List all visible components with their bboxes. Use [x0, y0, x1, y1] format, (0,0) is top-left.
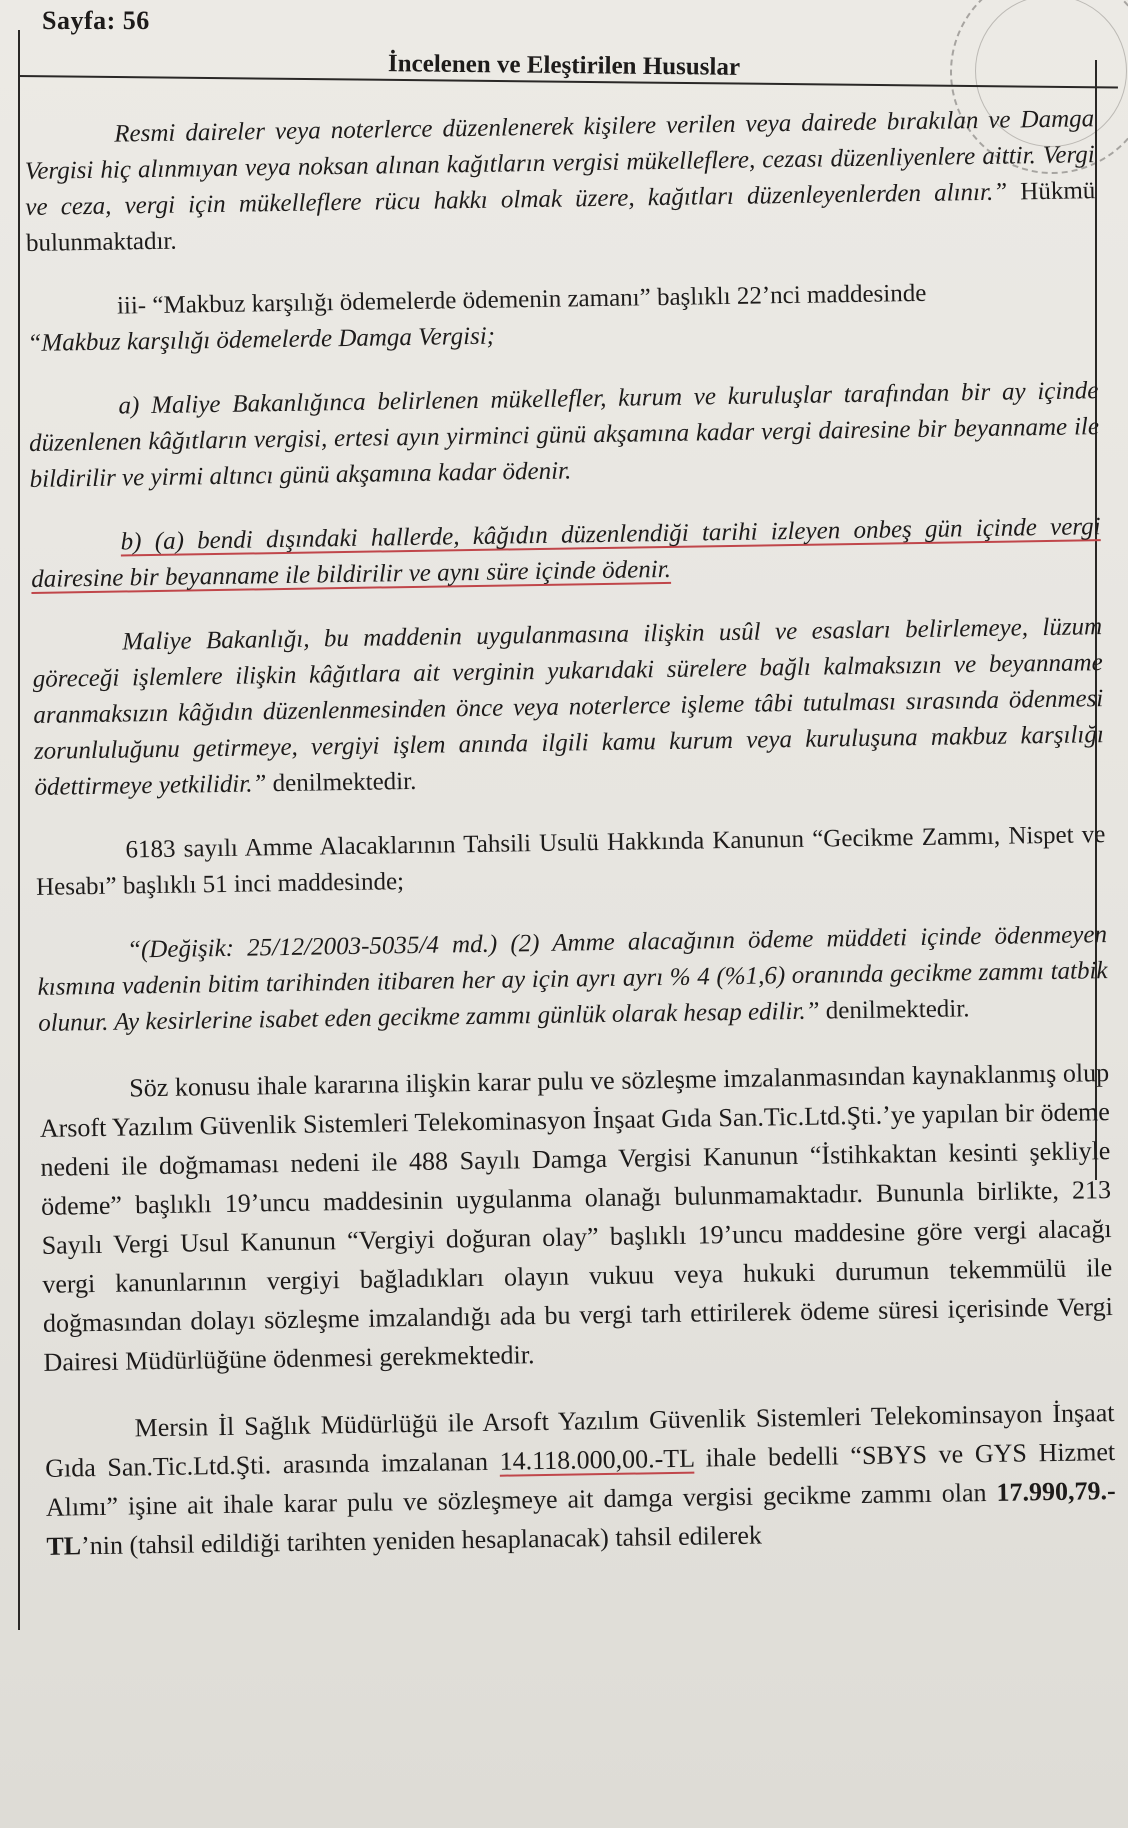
paragraph-text: ihale bedelli “SBYS ve GYS Hizmet Alımı” işine ait ihale karar pulu ve sözleşmeye ait damga vergisi gecikme zammı olan: [45, 1437, 1116, 1522]
paragraph-6: 6183 sayılı Amme Alacaklarının Tahsili Usulü Hakkında Kanunun “Gecikme Zammı, Nispet ve Hesabı” başlıklı 51 inci maddesinde;: [35, 821, 1106, 901]
paragraph-9: [44, 1393, 1116, 1566]
tender-amount: 14.118.000,00.-TL: [499, 1443, 695, 1476]
quoted-text: “(Değişik: 25/12/2003-5035/4 md.) (2) Amme alacağının ödeme müddeti içinde ödenmeyen kısmına vadenin bitim tarihinden itibaren her ay için ayrı ayrı % 4 (%1,6) oranında gecikme zammı tatbik olunur. Ay kesirlerine isabet eden gecikme zammı günlük olarak hesap edilir.”: [37, 921, 1108, 1037]
quoted-text: Resmi daireler veya noterlerce düzenlenerek kişilere verilen veya dairede bırakılan ve Damga Vergisi hiç alınmıyan veya noksan alınan kağıtların vergisi mükelleflere, cezası düzenliyenlere aittir. Vergi ve ceza, vergi için mükelleflere rücu hakkı olmak üzere, kağıtları düzenleyenlerden alınır.”: [24, 105, 1095, 221]
page-number: Sayfa: 56: [42, 6, 150, 35]
paragraph-1: [24, 101, 1096, 262]
paragraph-2: [27, 273, 1098, 362]
paragraph-tail: denilmektedir.: [266, 767, 417, 798]
paragraph-5: [32, 609, 1105, 806]
paragraph-tail: Hükmü bulunmaktadır.: [25, 177, 1096, 257]
section-title: İncelenen ve Eleştirilen Hususlar: [387, 50, 741, 81]
document-body: [24, 101, 1117, 1594]
article-intro: iii- “Makbuz karşılığı ödemelerde ödemenin zamanı” başlıklı 22’nci maddesinde: [116, 279, 927, 320]
paragraph-text: Mersin İl Sağlık Müdürlüğü ile Arsoft Yazılım Güvenlik Sistemleri Telekominsayon İnşaat Gıda San.Tic.Ltd.Şti. arasında imzalanan: [44, 1398, 1115, 1483]
paragraph-text: ’nin (tahsil edildiği tarihten yeniden hesaplanacak) tahsil edilerek: [80, 1520, 763, 1561]
frame-left-border: [18, 30, 20, 1630]
quoted-text: Maliye Bakanlığı, bu maddenin uygulanmasına ilişkin usûl ve esasları belirlemeye, lüzum göreceği işlemlere ilişkin kâğıtlara ait verginin yukarıdaki sürelere bağlı kalmaksızın ve beyanname aranmaksızın kâğıdın düzenlenmesinden önce veya noterlerce işleme tâbi tutulması sırasında ödenmesi zorunluluğunu getirmeye, vergiyi işlem anında ilgili kamu kurum veya kuruluşuna makbuz karşılığı ödettirmeye yetkilidir.”: [32, 613, 1105, 801]
paragraph-3: a) Maliye Bakanlığınca belirlenen mükellefler, kurum ve kuruluşlar tarafından bir ay içinde düzenlenen kâğıtların vergisi, ertesi ayın yirminci günü akşamına kadar vergi dairesine bir beyanname ile bildirilir ve yirmi altıncı günü akşamına kadar ödenir.: [28, 377, 1100, 493]
paragraph-8: Söz konusu ihale kararına ilişkin karar pulu ve sözleşme imzalanmasından kaynaklanmış olup Arsoft Yazılım Güvenlik Sistemleri Telekominasyon İnşaat Gıda San.Tic.Ltd.Şti.’ye yapılan bir ödeme nedeni ile doğmaması nedeni ile 488 Sayılı Damga Vergisi Kanunun “İstihkaktan kesinti şekliyle ödeme” başlıklı 19’uncu maddesinin uygulanma olanağı bulunmamaktadır. Bununla birlikte, 213 Sayılı Vergi Usul Kanunun “Vergiyi doğuran olay” başlıklı 19’uncu maddesine göre vergi alacağı vergi kanunlarının vergiyi bağladıkları olayın vukuu veya hukuki durumun tekemmülü ile doğmasından dolayı sözleşme imzalandığı ada bu vergi tarh ettirilerek ödeme süresi içerisinde Vergi Dairesi Müdürlüğüne ödenmesi gerekmektedir.: [39, 1058, 1114, 1377]
penalty-amount: 17.990,79.-TL: [46, 1476, 1116, 1561]
article-quote: “Makbuz karşılığı ödemelerde Damga Vergisi;: [27, 322, 496, 357]
paragraph-4: b) (a) bendi dışındaki hallerde, kâğıdın düzenlendiği tarihi izleyen onbeş gün içinde vergi dairesine bir beyanname ile bildirilir ve aynı süre içinde ödenir.: [31, 513, 1101, 593]
paragraph-tail: denilmektedir.: [819, 995, 970, 1025]
paragraph-7: [37, 917, 1109, 1042]
